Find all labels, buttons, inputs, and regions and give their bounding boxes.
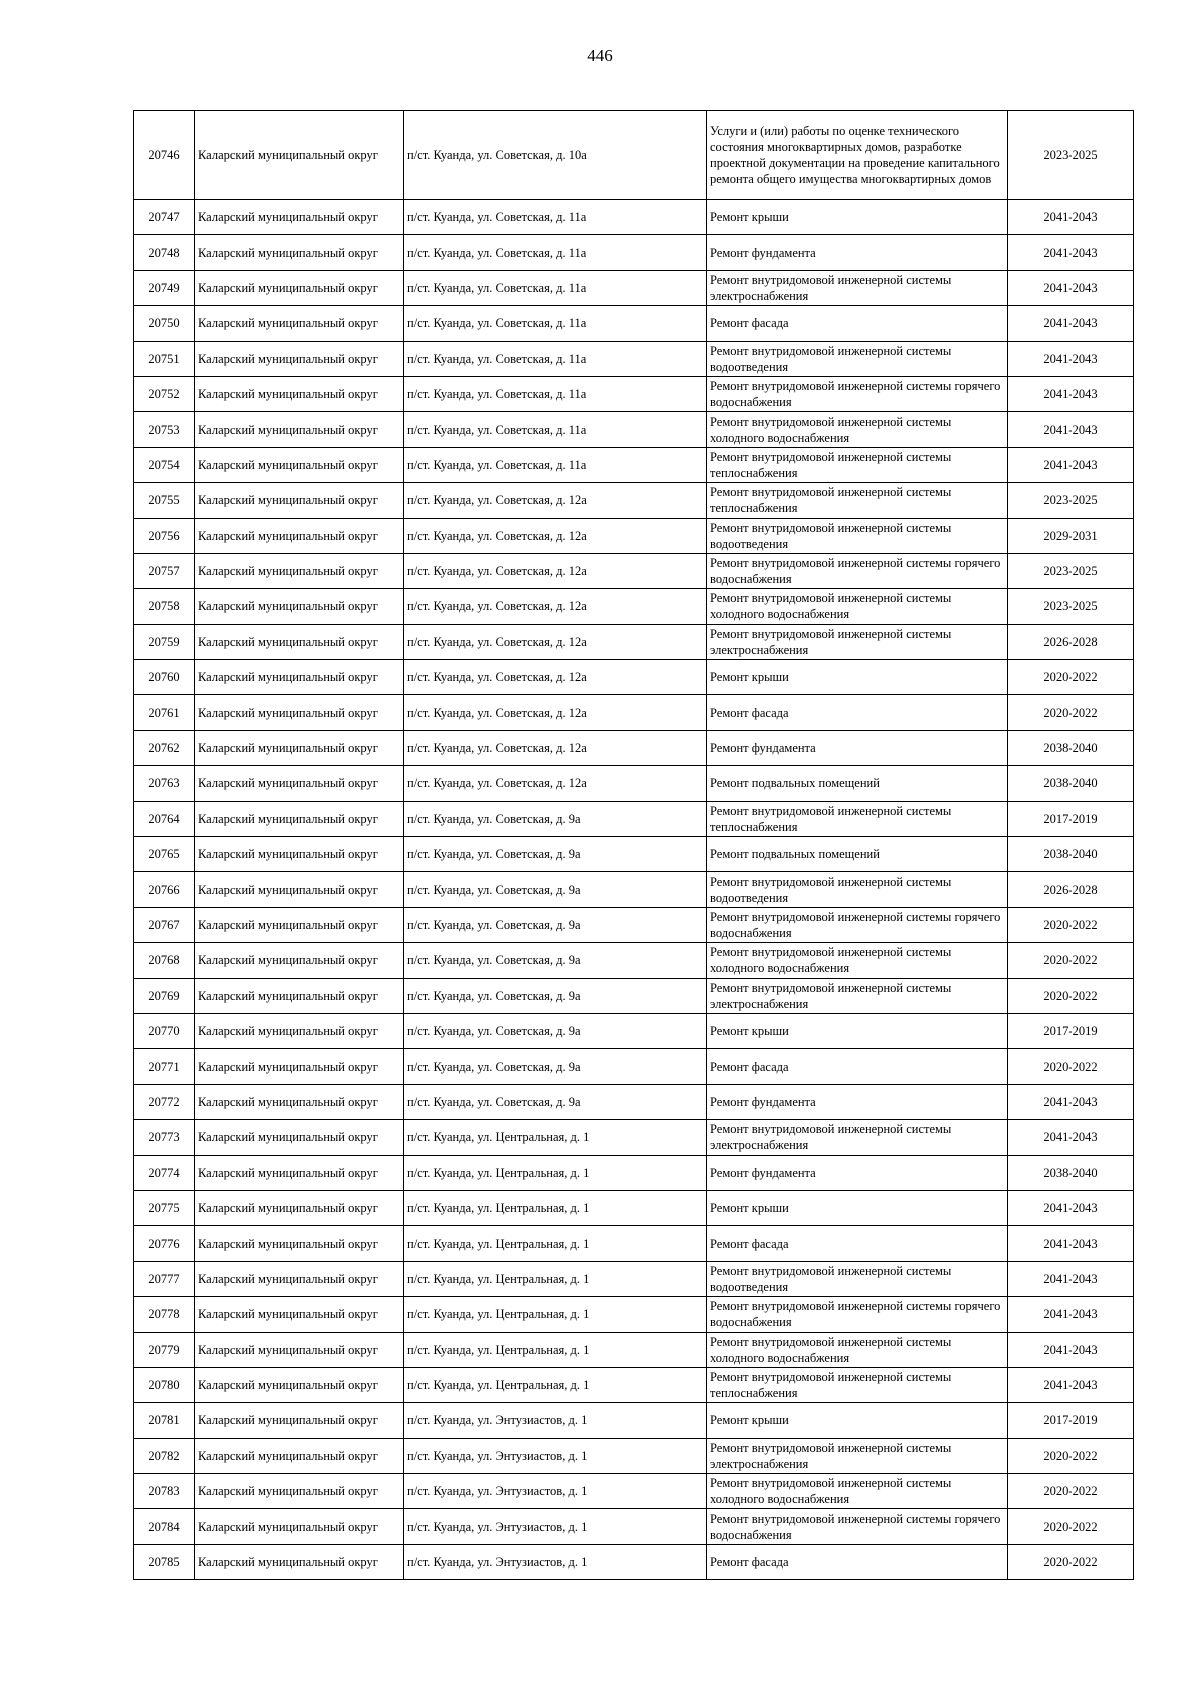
work-type-cell: Ремонт внутридомовой инженерной системы горячего водоснабжения — [707, 553, 1008, 588]
address-cell: п/ст. Куанда, ул. Советская, д. 9а — [404, 943, 707, 978]
municipality-cell: Каларский муниципальный округ — [195, 1190, 404, 1225]
table-row — [134, 1438, 1134, 1473]
period-cell: 2041-2043 — [1008, 1190, 1134, 1225]
municipality-cell: Каларский муниципальный округ — [195, 1013, 404, 1048]
record-id-cell: 20753 — [134, 412, 195, 447]
record-id-cell: 20780 — [134, 1367, 195, 1402]
period-cell: 2041-2043 — [1008, 306, 1134, 341]
record-id-cell: 20775 — [134, 1190, 195, 1225]
period-cell: 2041-2043 — [1008, 447, 1134, 482]
municipality-cell: Каларский муниципальный округ — [195, 518, 404, 553]
table-row — [134, 306, 1134, 341]
municipality-cell: Каларский муниципальный округ — [195, 1226, 404, 1261]
table-row — [134, 766, 1134, 801]
record-id-cell: 20758 — [134, 589, 195, 624]
municipality-cell: Каларский муниципальный округ — [195, 553, 404, 588]
record-id-cell: 20768 — [134, 943, 195, 978]
work-type-cell: Ремонт фундамента — [707, 1155, 1008, 1190]
period-cell: 2038-2040 — [1008, 837, 1134, 872]
record-id-cell: 20767 — [134, 907, 195, 942]
work-type-cell: Ремонт внутридомовой инженерной системы холодного водоснабжения — [707, 1474, 1008, 1509]
address-cell: п/ст. Куанда, ул. Советская, д. 12а — [404, 660, 707, 695]
period-cell: 2026-2028 — [1008, 624, 1134, 659]
work-type-cell: Ремонт крыши — [707, 1190, 1008, 1225]
address-cell: п/ст. Куанда, ул. Советская, д. 12а — [404, 518, 707, 553]
period-cell: 2023-2025 — [1008, 483, 1134, 518]
address-cell: п/ст. Куанда, ул. Энтузиастов, д. 1 — [404, 1544, 707, 1579]
period-cell: 2020-2022 — [1008, 1438, 1134, 1473]
address-cell: п/ст. Куанда, ул. Советская, д. 12а — [404, 589, 707, 624]
period-cell: 2041-2043 — [1008, 1297, 1134, 1332]
municipality-cell: Каларский муниципальный округ — [195, 1438, 404, 1473]
work-type-cell: Ремонт фасада — [707, 1226, 1008, 1261]
address-cell: п/ст. Куанда, ул. Энтузиастов, д. 1 — [404, 1509, 707, 1544]
work-type-cell: Ремонт внутридомовой инженерной системы электроснабжения — [707, 270, 1008, 305]
work-type-cell: Ремонт внутридомовой инженерной системы электроснабжения — [707, 624, 1008, 659]
record-id-cell: 20754 — [134, 447, 195, 482]
work-type-cell: Ремонт внутридомовой инженерной системы теплоснабжения — [707, 1367, 1008, 1402]
table-row — [134, 1509, 1134, 1544]
period-cell: 2041-2043 — [1008, 1332, 1134, 1367]
record-id-cell: 20771 — [134, 1049, 195, 1084]
period-cell: 2017-2019 — [1008, 1403, 1134, 1438]
work-type-cell: Ремонт фундамента — [707, 730, 1008, 765]
municipality-cell: Каларский муниципальный округ — [195, 660, 404, 695]
period-cell: 2020-2022 — [1008, 1049, 1134, 1084]
address-cell: п/ст. Куанда, ул. Центральная, д. 1 — [404, 1155, 707, 1190]
address-cell: п/ст. Куанда, ул. Центральная, д. 1 — [404, 1367, 707, 1402]
record-id-cell: 20774 — [134, 1155, 195, 1190]
record-id-cell: 20746 — [134, 111, 195, 200]
address-cell: п/ст. Куанда, ул. Центральная, д. 1 — [404, 1297, 707, 1332]
work-type-cell: Ремонт внутридомовой инженерной системы холодного водоснабжения — [707, 943, 1008, 978]
period-cell: 2020-2022 — [1008, 695, 1134, 730]
municipality-cell: Каларский муниципальный округ — [195, 483, 404, 518]
table-row — [134, 518, 1134, 553]
record-id-cell: 20748 — [134, 235, 195, 270]
municipality-cell: Каларский муниципальный округ — [195, 978, 404, 1013]
period-cell: 2041-2043 — [1008, 1226, 1134, 1261]
municipality-cell: Каларский муниципальный округ — [195, 1297, 404, 1332]
record-id-cell: 20783 — [134, 1474, 195, 1509]
table-row — [134, 837, 1134, 872]
table-row — [134, 660, 1134, 695]
table-row — [134, 1403, 1134, 1438]
work-type-cell: Ремонт крыши — [707, 200, 1008, 235]
address-cell: п/ст. Куанда, ул. Советская, д. 12а — [404, 483, 707, 518]
work-type-cell: Ремонт подвальных помещений — [707, 766, 1008, 801]
record-id-cell: 20751 — [134, 341, 195, 376]
work-type-cell: Ремонт внутридомовой инженерной системы горячего водоснабжения — [707, 1509, 1008, 1544]
period-cell: 2038-2040 — [1008, 730, 1134, 765]
work-type-cell: Ремонт внутридомовой инженерной системы водоотведения — [707, 872, 1008, 907]
address-cell: п/ст. Куанда, ул. Советская, д. 9а — [404, 837, 707, 872]
municipality-cell: Каларский муниципальный округ — [195, 341, 404, 376]
work-type-cell: Ремонт внутридомовой инженерной системы холодного водоснабжения — [707, 1332, 1008, 1367]
record-id-cell: 20781 — [134, 1403, 195, 1438]
table-row — [134, 1084, 1134, 1119]
work-type-cell: Ремонт внутридомовой инженерной системы теплоснабжения — [707, 801, 1008, 836]
address-cell: п/ст. Куанда, ул. Советская, д. 11а — [404, 270, 707, 305]
address-cell: п/ст. Куанда, ул. Центральная, д. 1 — [404, 1332, 707, 1367]
record-id-cell: 20784 — [134, 1509, 195, 1544]
address-cell: п/ст. Куанда, ул. Центральная, д. 1 — [404, 1190, 707, 1225]
municipality-cell: Каларский муниципальный округ — [195, 1084, 404, 1119]
work-type-cell: Ремонт крыши — [707, 1403, 1008, 1438]
period-cell: 2020-2022 — [1008, 943, 1134, 978]
page-number: 446 — [587, 46, 613, 65]
period-cell: 2023-2025 — [1008, 589, 1134, 624]
municipality-cell: Каларский муниципальный округ — [195, 200, 404, 235]
work-type-cell: Ремонт внутридомовой инженерной системы теплоснабжения — [707, 483, 1008, 518]
table-row — [134, 801, 1134, 836]
municipality-cell: Каларский муниципальный округ — [195, 235, 404, 270]
record-id-cell: 20762 — [134, 730, 195, 765]
record-id-cell: 20785 — [134, 1544, 195, 1579]
address-cell: п/ст. Куанда, ул. Советская, д. 9а — [404, 1049, 707, 1084]
municipality-cell: Каларский муниципальный округ — [195, 270, 404, 305]
period-cell: 2020-2022 — [1008, 978, 1134, 1013]
table-row — [134, 1226, 1134, 1261]
table-row — [134, 907, 1134, 942]
repair-schedule-table — [133, 110, 1134, 1580]
period-cell: 2020-2022 — [1008, 1544, 1134, 1579]
address-cell: п/ст. Куанда, ул. Советская, д. 9а — [404, 801, 707, 836]
work-type-cell: Ремонт внутридомовой инженерной системы горячего водоснабжения — [707, 1297, 1008, 1332]
municipality-cell: Каларский муниципальный округ — [195, 1474, 404, 1509]
table-row — [134, 872, 1134, 907]
period-cell: 2038-2040 — [1008, 1155, 1134, 1190]
table-row — [134, 1155, 1134, 1190]
municipality-cell: Каларский муниципальный округ — [195, 1544, 404, 1579]
table-row — [134, 1261, 1134, 1296]
work-type-cell: Услуги и (или) работы по оценке технического состояния многоквартирных домов, разработке проектной документации на проведение капитального ремонта общего имущества многоквартирных домов — [707, 111, 1008, 200]
table-row — [134, 412, 1134, 447]
table-row — [134, 943, 1134, 978]
municipality-cell: Каларский муниципальный округ — [195, 306, 404, 341]
table-row — [134, 341, 1134, 376]
table-row — [134, 589, 1134, 624]
work-type-cell: Ремонт фасада — [707, 306, 1008, 341]
record-id-cell: 20782 — [134, 1438, 195, 1473]
record-id-cell: 20756 — [134, 518, 195, 553]
table-row — [134, 111, 1134, 200]
municipality-cell: Каларский муниципальный округ — [195, 837, 404, 872]
work-type-cell: Ремонт внутридомовой инженерной системы холодного водоснабжения — [707, 589, 1008, 624]
record-id-cell: 20772 — [134, 1084, 195, 1119]
table-row — [134, 1367, 1134, 1402]
municipality-cell: Каларский муниципальный округ — [195, 730, 404, 765]
work-type-cell: Ремонт внутридомовой инженерной системы водоотведения — [707, 518, 1008, 553]
table-row — [134, 447, 1134, 482]
municipality-cell: Каларский муниципальный округ — [195, 943, 404, 978]
address-cell: п/ст. Куанда, ул. Советская, д. 12а — [404, 766, 707, 801]
table-row — [134, 1190, 1134, 1225]
work-type-cell: Ремонт подвальных помещений — [707, 837, 1008, 872]
work-type-cell: Ремонт фундамента — [707, 1084, 1008, 1119]
record-id-cell: 20747 — [134, 200, 195, 235]
table-row — [134, 270, 1134, 305]
record-id-cell: 20779 — [134, 1332, 195, 1367]
period-cell: 2041-2043 — [1008, 1367, 1134, 1402]
work-type-cell: Ремонт внутридомовой инженерной системы водоотведения — [707, 1261, 1008, 1296]
address-cell: п/ст. Куанда, ул. Центральная, д. 1 — [404, 1120, 707, 1155]
work-type-cell: Ремонт крыши — [707, 660, 1008, 695]
period-cell: 2041-2043 — [1008, 270, 1134, 305]
address-cell: п/ст. Куанда, ул. Советская, д. 12а — [404, 553, 707, 588]
table-row — [134, 1297, 1134, 1332]
period-cell: 2041-2043 — [1008, 412, 1134, 447]
table-row — [134, 730, 1134, 765]
address-cell: п/ст. Куанда, ул. Советская, д. 9а — [404, 1013, 707, 1048]
work-type-cell: Ремонт фасада — [707, 1544, 1008, 1579]
address-cell: п/ст. Куанда, ул. Советская, д. 11а — [404, 341, 707, 376]
period-cell: 2041-2043 — [1008, 1084, 1134, 1119]
address-cell: п/ст. Куанда, ул. Энтузиастов, д. 1 — [404, 1438, 707, 1473]
address-cell: п/ст. Куанда, ул. Советская, д. 12а — [404, 695, 707, 730]
period-cell: 2020-2022 — [1008, 1474, 1134, 1509]
work-type-cell: Ремонт крыши — [707, 1013, 1008, 1048]
address-cell: п/ст. Куанда, ул. Советская, д. 10а — [404, 111, 707, 200]
address-cell: п/ст. Куанда, ул. Советская, д. 11а — [404, 412, 707, 447]
municipality-cell: Каларский муниципальный округ — [195, 766, 404, 801]
table-row — [134, 624, 1134, 659]
municipality-cell: Каларский муниципальный округ — [195, 447, 404, 482]
address-cell: п/ст. Куанда, ул. Советская, д. 9а — [404, 978, 707, 1013]
address-cell: п/ст. Куанда, ул. Советская, д. 12а — [404, 624, 707, 659]
period-cell: 2041-2043 — [1008, 1120, 1134, 1155]
period-cell: 2017-2019 — [1008, 801, 1134, 836]
address-cell: п/ст. Куанда, ул. Советская, д. 11а — [404, 447, 707, 482]
municipality-cell: Каларский муниципальный округ — [195, 1155, 404, 1190]
municipality-cell: Каларский муниципальный округ — [195, 589, 404, 624]
work-type-cell: Ремонт фасада — [707, 695, 1008, 730]
work-type-cell: Ремонт внутридомовой инженерной системы электроснабжения — [707, 1120, 1008, 1155]
record-id-cell: 20770 — [134, 1013, 195, 1048]
municipality-cell: Каларский муниципальный округ — [195, 1120, 404, 1155]
municipality-cell: Каларский муниципальный округ — [195, 872, 404, 907]
municipality-cell: Каларский муниципальный округ — [195, 1261, 404, 1296]
address-cell: п/ст. Куанда, ул. Центральная, д. 1 — [404, 1261, 707, 1296]
period-cell: 2038-2040 — [1008, 766, 1134, 801]
record-id-cell: 20764 — [134, 801, 195, 836]
record-id-cell: 20765 — [134, 837, 195, 872]
municipality-cell: Каларский муниципальный округ — [195, 801, 404, 836]
municipality-cell: Каларский муниципальный округ — [195, 1403, 404, 1438]
record-id-cell: 20776 — [134, 1226, 195, 1261]
address-cell: п/ст. Куанда, ул. Советская, д. 11а — [404, 306, 707, 341]
municipality-cell: Каларский муниципальный округ — [195, 907, 404, 942]
work-type-cell: Ремонт внутридомовой инженерной системы горячего водоснабжения — [707, 376, 1008, 411]
record-id-cell: 20759 — [134, 624, 195, 659]
municipality-cell: Каларский муниципальный округ — [195, 624, 404, 659]
record-id-cell: 20777 — [134, 1261, 195, 1296]
municipality-cell: Каларский муниципальный округ — [195, 412, 404, 447]
municipality-cell: Каларский муниципальный округ — [195, 1332, 404, 1367]
address-cell: п/ст. Куанда, ул. Советская, д. 11а — [404, 376, 707, 411]
address-cell: п/ст. Куанда, ул. Советская, д. 9а — [404, 872, 707, 907]
record-id-cell: 20750 — [134, 306, 195, 341]
table-row — [134, 978, 1134, 1013]
period-cell: 2041-2043 — [1008, 1261, 1134, 1296]
address-cell: п/ст. Куанда, ул. Энтузиастов, д. 1 — [404, 1474, 707, 1509]
table-row — [134, 1120, 1134, 1155]
work-type-cell: Ремонт внутридомовой инженерной системы электроснабжения — [707, 1438, 1008, 1473]
record-id-cell: 20763 — [134, 766, 195, 801]
record-id-cell: 20757 — [134, 553, 195, 588]
record-id-cell: 20769 — [134, 978, 195, 1013]
address-cell: п/ст. Куанда, ул. Советская, д. 9а — [404, 1084, 707, 1119]
address-cell: п/ст. Куанда, ул. Центральная, д. 1 — [404, 1226, 707, 1261]
period-cell: 2041-2043 — [1008, 376, 1134, 411]
table-row — [134, 200, 1134, 235]
record-id-cell: 20778 — [134, 1297, 195, 1332]
table-row — [134, 1544, 1134, 1579]
period-cell: 2017-2019 — [1008, 1013, 1134, 1048]
municipality-cell: Каларский муниципальный округ — [195, 1049, 404, 1084]
period-cell: 2041-2043 — [1008, 235, 1134, 270]
record-id-cell: 20752 — [134, 376, 195, 411]
period-cell: 2026-2028 — [1008, 872, 1134, 907]
record-id-cell: 20773 — [134, 1120, 195, 1155]
period-cell: 2023-2025 — [1008, 553, 1134, 588]
address-cell: п/ст. Куанда, ул. Советская, д. 11а — [404, 235, 707, 270]
work-type-cell: Ремонт фасада — [707, 1049, 1008, 1084]
work-type-cell: Ремонт фундамента — [707, 235, 1008, 270]
period-cell: 2029-2031 — [1008, 518, 1134, 553]
record-id-cell: 20755 — [134, 483, 195, 518]
period-cell: 2041-2043 — [1008, 200, 1134, 235]
address-cell: п/ст. Куанда, ул. Советская, д. 12а — [404, 730, 707, 765]
municipality-cell: Каларский муниципальный округ — [195, 376, 404, 411]
work-type-cell: Ремонт внутридомовой инженерной системы водоотведения — [707, 341, 1008, 376]
work-type-cell: Ремонт внутридомовой инженерной системы холодного водоснабжения — [707, 412, 1008, 447]
table-body — [134, 111, 1134, 1580]
record-id-cell: 20749 — [134, 270, 195, 305]
table-row — [134, 1013, 1134, 1048]
table-row — [134, 1332, 1134, 1367]
record-id-cell: 20760 — [134, 660, 195, 695]
work-type-cell: Ремонт внутридомовой инженерной системы электроснабжения — [707, 978, 1008, 1013]
table-row — [134, 483, 1134, 518]
address-cell: п/ст. Куанда, ул. Советская, д. 9а — [404, 907, 707, 942]
work-type-cell: Ремонт внутридомовой инженерной системы теплоснабжения — [707, 447, 1008, 482]
period-cell: 2020-2022 — [1008, 660, 1134, 695]
address-cell: п/ст. Куанда, ул. Энтузиастов, д. 1 — [404, 1403, 707, 1438]
municipality-cell: Каларский муниципальный округ — [195, 1367, 404, 1402]
period-cell: 2023-2025 — [1008, 111, 1134, 200]
municipality-cell: Каларский муниципальный округ — [195, 1509, 404, 1544]
table-row — [134, 376, 1134, 411]
record-id-cell: 20761 — [134, 695, 195, 730]
address-cell: п/ст. Куанда, ул. Советская, д. 11а — [404, 200, 707, 235]
table-row — [134, 235, 1134, 270]
period-cell: 2020-2022 — [1008, 1509, 1134, 1544]
record-id-cell: 20766 — [134, 872, 195, 907]
municipality-cell: Каларский муниципальный округ — [195, 111, 404, 200]
municipality-cell: Каларский муниципальный округ — [195, 695, 404, 730]
table-row — [134, 1049, 1134, 1084]
work-type-cell: Ремонт внутридомовой инженерной системы горячего водоснабжения — [707, 907, 1008, 942]
period-cell: 2041-2043 — [1008, 341, 1134, 376]
table-row — [134, 695, 1134, 730]
period-cell: 2020-2022 — [1008, 907, 1134, 942]
table-row — [134, 1474, 1134, 1509]
table-row — [134, 553, 1134, 588]
